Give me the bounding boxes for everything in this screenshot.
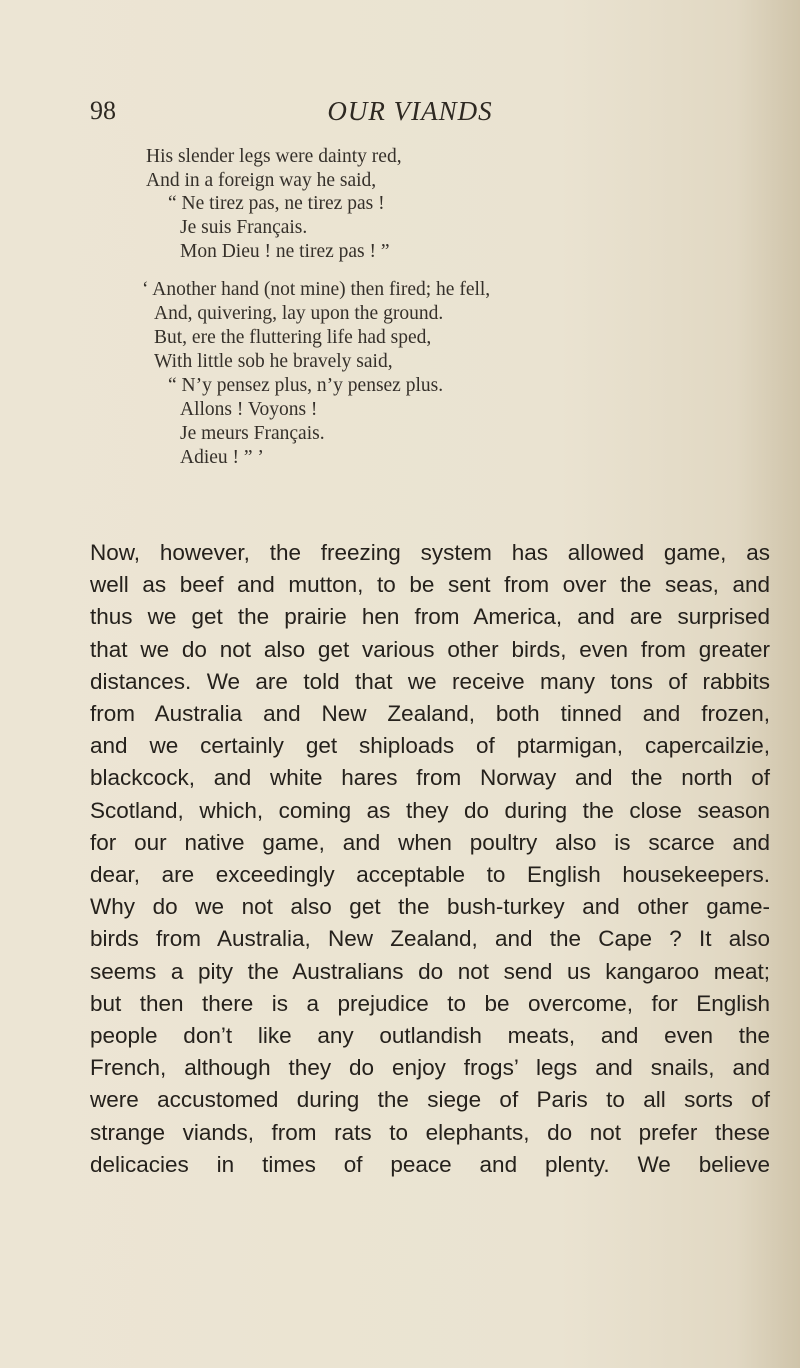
prose-paragraph (90, 537, 770, 1181)
verse-line: With little sob he bravely said, (154, 351, 393, 372)
prose-line: for our native game, and when poultry also is scarce and (90, 829, 770, 855)
prose-line: birds from Australia, New Zealand, and the Cape ? It also (90, 926, 770, 952)
prose-line: seems a pity the Australians do not send us kangaroo meat; (90, 958, 770, 984)
prose-line: and we certainly get shiploads of ptarmigan, capercailzie, (90, 733, 770, 759)
prose-line: delicacies in times of peace and plenty. We believe (90, 1151, 770, 1177)
prose-line: French, although they do enjoy frogs’ legs and snails, and (90, 1055, 770, 1081)
prose-line: that we do not also get various other birds, even from greater (90, 636, 770, 662)
prose-line: Scotland, which, coming as they do during the close season (90, 797, 770, 823)
prose-line: distances. We are told that we receive many tons of rabbits (90, 668, 770, 694)
running-title: OUR VIANDS (327, 96, 493, 126)
verse-line: And, quivering, lay upon the ground. (154, 303, 444, 324)
prose-line: Now, however, the freezing system has allowed game, as (90, 540, 770, 565)
verse-line: And in a foreign way he said, (146, 170, 377, 191)
verse-line: Allons ! Voyons ! (180, 399, 318, 420)
verse-line: His slender legs were dainty red, (146, 146, 402, 167)
verse-line: But, ere the fluttering life had sped, (154, 327, 432, 348)
verse-line: Mon Dieu ! ne tirez pas ! ” (180, 241, 390, 262)
page-number: 98 (90, 96, 116, 125)
prose-line: Why do we not also get the bush-turkey and other game- (90, 894, 770, 920)
verse-line: Adieu ! ” ’ (180, 447, 264, 468)
prose-line: thus we get the prairie hen from America, and are surprised (90, 604, 770, 630)
prose-line: blackcock, and white hares from Norway and the north of (90, 765, 770, 791)
page-header (90, 96, 730, 136)
prose-line: dear, are exceedingly acceptable to English housekeepers. (90, 862, 770, 888)
prose-line: strange viands, from rats to elephants, do not prefer these (90, 1119, 770, 1145)
verse-line: Je meurs Français. (180, 423, 325, 444)
verse-line: ‘ Another hand (not mine) then fired; he fell, (142, 279, 491, 300)
prose-line: from Australia and New Zealand, both tinned and frozen, (90, 701, 770, 727)
prose-line: but then there is a prejudice to be overcome, for English (90, 990, 770, 1016)
verse-line: “ N’y pensez plus, n’y pensez plus. (168, 375, 444, 396)
prose-line: people don’t like any outlandish meats, and even the (90, 1023, 770, 1049)
verse-line: “ Ne tirez pas, ne tirez pas ! (168, 193, 385, 214)
prose-line: well as beef and mutton, to be sent from over the seas, and (90, 572, 770, 598)
verse-line: Je suis Français. (180, 217, 308, 238)
prose-line: were accustomed during the siege of Paris to all sorts of (90, 1087, 770, 1113)
